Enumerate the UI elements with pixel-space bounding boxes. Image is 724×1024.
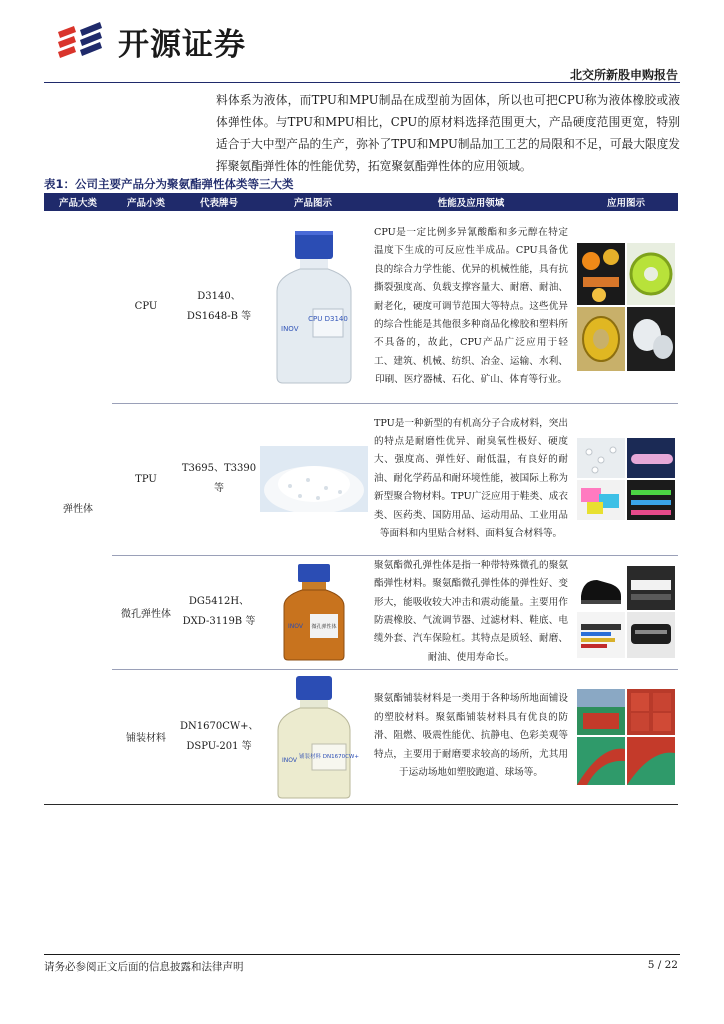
intro-paragraph: 料体系为液体，而TPU和MPU制品在成型前为固体，所以也可把CPU称为液体橡胶或液体弹性体。与TPU和MPU相比，CPU的原材料选择范围更大，产品硬度范围更宽，特别适合于大中型产品的生产，弥补了TPU和MPU制品加工工艺的局限和不足，可最大限度发挥聚氨酯弹性体的性能优势，拓宽聚氨酯弹性体的应用领域。: [216, 93, 680, 173]
application-image-cell: [574, 211, 678, 403]
table-title: 表1：公司主要产品分为聚氨酯弹性体类等三大类: [44, 177, 294, 191]
grade-text: DN1670CW+、DSPU-201 等: [180, 720, 259, 752]
table-row: [44, 211, 678, 403]
application-image-cell: [574, 403, 678, 555]
brand-name: 开源证券: [118, 26, 246, 63]
header-grade: 代表牌号: [180, 193, 258, 211]
description-cell: CPU是一定比例多异氰酸酯和多元醇在特定温度下生成的可反应性半成品。CPU具备优良的综合力学性能、优异的机械性能，具有抗撕裂强度高、负载支撑容量大、耐磨、耐油、耐老化，硬度可调节范围大等特点。这些优异的综合性能是其他很多种商品化橡胶和塑料所不具备的，故此，CPU产品广泛应用于轻工、建筑、机械、纺织、冶金、运输、水利、印刷、医疗器械、石化、矿山、体育等行业。: [368, 211, 574, 403]
subcategory-cell: 铺装材料: [112, 669, 180, 804]
header-description: 性能及应用领域: [368, 193, 574, 211]
grade-cell: [180, 669, 258, 804]
description-cell: 聚氨酯铺装材料是一类用于各种场所地面铺设的塑胶材料。聚氨酯铺装材料具有优良的防滑、阻燃、吸震性能优、抗静电、色彩美观等特点，主要用于耐磨要求较高的场所，尤其用于运动场地如塑胶跑道、球场等。: [368, 669, 574, 804]
product-table: [44, 193, 678, 805]
paving-application-images: [577, 689, 675, 785]
header-sub: 产品小类: [112, 193, 180, 211]
grade-cell: [180, 555, 258, 669]
table-row: [44, 555, 678, 669]
grade-text: T3695、T3390 等: [181, 463, 257, 494]
grade-cell: [180, 211, 258, 403]
header-major: 产品大类: [44, 193, 112, 211]
brand-mark-icon: [54, 20, 112, 62]
report-type: 北交所新股申购报告: [569, 68, 678, 82]
grade-text: DG5412H、DXD-3119B 等: [182, 596, 256, 627]
brand-logo: [54, 20, 246, 62]
product-image-cell: [258, 669, 368, 804]
microporous-application-images: [577, 566, 675, 658]
subcategory-cell: CPU: [112, 211, 180, 403]
cpu-application-images: [577, 243, 675, 371]
product-image-cell: [258, 211, 368, 403]
bottle-brand-text: INOV: [282, 756, 297, 764]
table-row: [44, 403, 678, 555]
clear-bottle-image: [260, 227, 368, 387]
page-number: 5 / 22: [647, 959, 678, 971]
bottle-label-text: CPU D3140: [308, 314, 348, 323]
subcategory-cell: TPU: [112, 403, 180, 555]
tpu-application-images: [577, 438, 675, 520]
paving-bottle-image: [260, 674, 368, 800]
tpu-pellets-image: [260, 446, 368, 512]
bottle-label-text: 铺装材料 DN1670CW+: [299, 753, 359, 760]
application-image-cell: [574, 555, 678, 669]
grade-cell: [180, 403, 258, 555]
legal-disclaimer: 请务必参阅正文后面的信息披露和法律声明: [44, 961, 244, 973]
grade-text: D3140、DS1648-B 等: [186, 290, 252, 322]
header-application-image: 应用图示: [574, 193, 678, 211]
amber-bottle-image: [260, 562, 368, 662]
footer-divider: [44, 954, 680, 955]
header-product-image: 产品图示: [258, 193, 368, 211]
product-image-cell: [258, 555, 368, 669]
application-image-cell: [574, 669, 678, 804]
description-cell: 聚氨酯微孔弹性体是指一种带特殊微孔的聚氨酯弹性材料。聚氨酯微孔弹性体的弹性好、变形大，能吸收较大冲击和震动能量。主要用作防震橡胶、气流调节器、过滤材料、鞋底、电缆外套、汽车保险杠。其特点是质轻、耐磨、耐油、使用寿命长。: [368, 555, 574, 669]
bottle-brand-text: INOV: [288, 623, 303, 630]
bottle-label-text: 微孔弹性体: [311, 624, 337, 630]
product-image-cell: [258, 403, 368, 555]
header-divider: [44, 82, 680, 83]
table-header-row: [44, 193, 678, 211]
description-cell: TPU是一种新型的有机高分子合成材料，突出的特点是耐磨性优异、耐臭氧性极好、硬度大、强度高、弹性好、耐低温，有良好的耐油、耐化学药品和耐环境性能，被国际上称为新型聚合物材料。TPU广泛应用于鞋类、成衣类、医药类、国防用品、运动用品、工业用品等面料和内里贴合材料、面料复合材料等。: [368, 403, 574, 555]
subcategory-cell: 微孔弹性体: [112, 555, 180, 669]
major-category: 弹性体: [44, 211, 112, 804]
bottle-brand-text: INOV: [281, 324, 299, 333]
table-row: [44, 669, 678, 804]
